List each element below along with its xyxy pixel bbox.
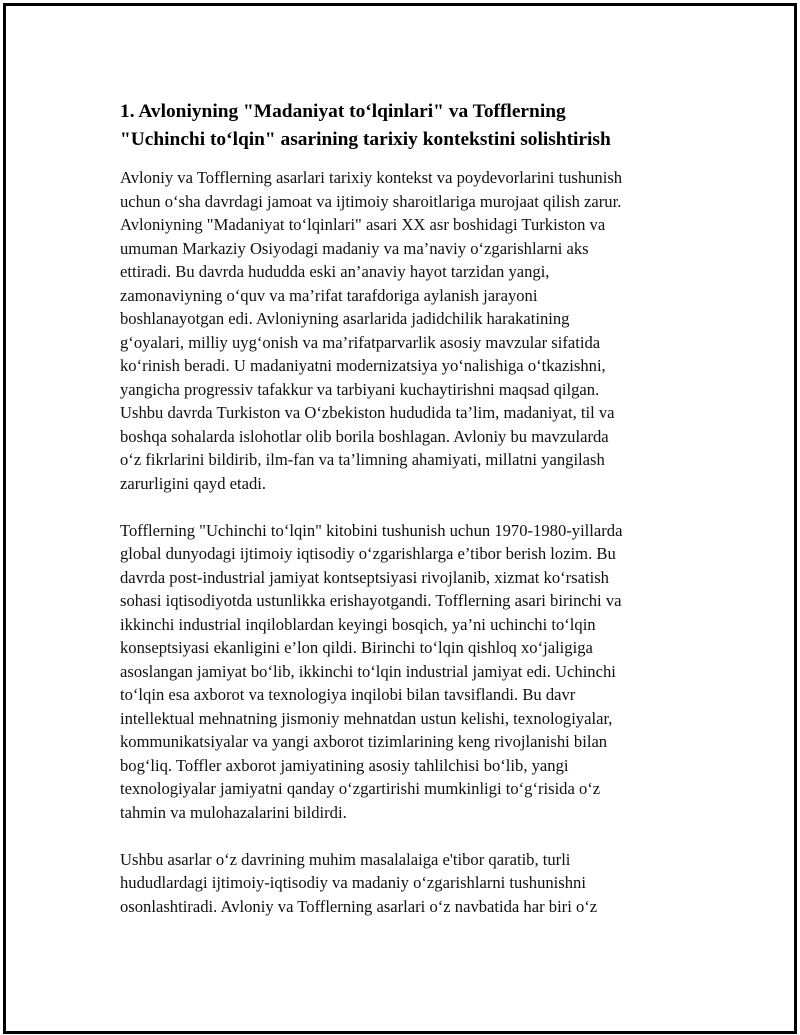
paragraph-spacer [120,495,700,519]
text-line: ko‘rinish beradi. U madaniyatni modernizatsiya yo‘nalishiga o‘tkazishni, [120,356,606,375]
heading-line: 1. Avloniyning "Madaniyat to‘lqinlari" va Tofflerning [120,101,566,122]
text-line: boshqa sohalarda islohotlar olib borila boshlagan. Avloniy bu mavzularda [120,426,609,446]
text-line: g‘oyalari, milliy uyg‘onish va ma’rifatparvarlik asosiy mavzular sifatida [120,332,601,352]
text-line: asoslangan jamiyat bo‘lib, ikkinchi to‘lqin industrial jamiyat edi. Uchinchi [120,661,616,681]
paragraph-2 [120,519,700,825]
text-line: texnologiyalar jamiyatni qanday o‘zgartirishi mumkinligi to‘g‘risida o‘z [120,779,601,798]
text-line: Avloniy va Tofflerning asarlari tarixiy kontekst va poydevorlarini tushunish [120,168,623,187]
text-line: uchun o‘sha davrdagi jamoat va ijtimoiy sharoitlariga murojaat qilish zarur. [120,191,622,211]
section-heading [120,98,700,154]
text-line: intellektual mehnatning jismoniy mehnatdan ustun kelishi, texnologiyalar, [120,708,613,728]
text-line: bog‘liq. Toffler axborot jamiyatining asosiy tahlilchisi bo‘lib, yangi [120,755,569,775]
text-line: sohasi iqtisodiyotda ustunlikka erishayotgandi. Tofflerning asari birinchi va [120,591,622,610]
text-line: zarurligini qayd etadi. [120,473,267,493]
text-line: kommunikatsiyalar va yangi axborot tizimlarining keng rivojlanishi bilan [120,732,608,751]
text-line: yangicha progressiv tafakkur va tarbiyani kuchaytirishni maqsad qilgan. [120,379,600,399]
text-line: davrda post-industrial jamiyat kontseptsiyasi rivojlanib, xizmat ko‘rsatish [120,567,609,587]
text-line: ettiradi. Bu davrda hududda eski an’anaviy hayot tarzidan yangi, [120,262,550,281]
text-line: Ushbu davrda Turkiston va O‘zbekiston hududida ta’lim, madaniyat, til va [120,403,615,422]
text-line: tahmin va mulohazalarini bildirdi. [120,802,347,822]
text-line: hududlardagi ijtimoiy-iqtisodiy va madaniy o‘zgarishlarni tushunishni [120,873,586,892]
heading-line: "Uchinchi to‘lqin" asarining tarixiy kontekstini solishtirish [120,129,611,150]
paragraph-3 [120,848,700,919]
text-line: konseptsiyasi ekanligini e’lon qildi. Birinchi to‘lqin qishloq xo‘jaligiga [120,638,593,657]
text-line: boshlanayotgan edi. Avloniyning asarlarida jadidchilik harakatining [120,309,570,328]
paragraph-1 [120,166,700,495]
text-line: Avloniyning "Madaniyat to‘lqinlari" asari XX asr boshidagi Turkiston va [120,215,606,234]
text-line: Ushbu asarlar o‘z davrining muhim masalalaiga e'tibor qaratib, turli [120,849,571,869]
document-body [120,98,700,918]
paragraph-spacer [120,824,700,848]
page-border [3,3,797,1034]
text-line: o‘z fikrlarini bildirib, ilm-fan va ta’limning ahamiyati, millatni yangilash [120,450,605,469]
text-line: to‘lqin esa axborot va texnologiya inqilobi bilan tavsiflandi. Bu davr [120,685,576,704]
text-line: zamonaviyning o‘quv va ma’rifat tarafdoriga aylanish jarayoni [120,285,538,305]
text-line: osonlashtiradi. Avloniy va Tofflerning asarlari o‘z navbatida har biri o‘z [120,896,598,916]
text-line: umuman Markaziy Osiyodagi madaniy va ma’naviy o‘zgarishlarni aks [120,238,589,258]
text-line: global dunyodagi ijtimoiy iqtisodiy o‘zgarishlarga e’tibor berish lozim. Bu [120,544,616,563]
text-line: Tofflerning "Uchinchi to‘lqin" kitobini tushunish uchun 1970-1980-yillarda [120,520,623,540]
text-line: ikkinchi industrial inqiloblardan keyingi bosqich, ya’ni uchinchi to‘lqin [120,614,596,634]
